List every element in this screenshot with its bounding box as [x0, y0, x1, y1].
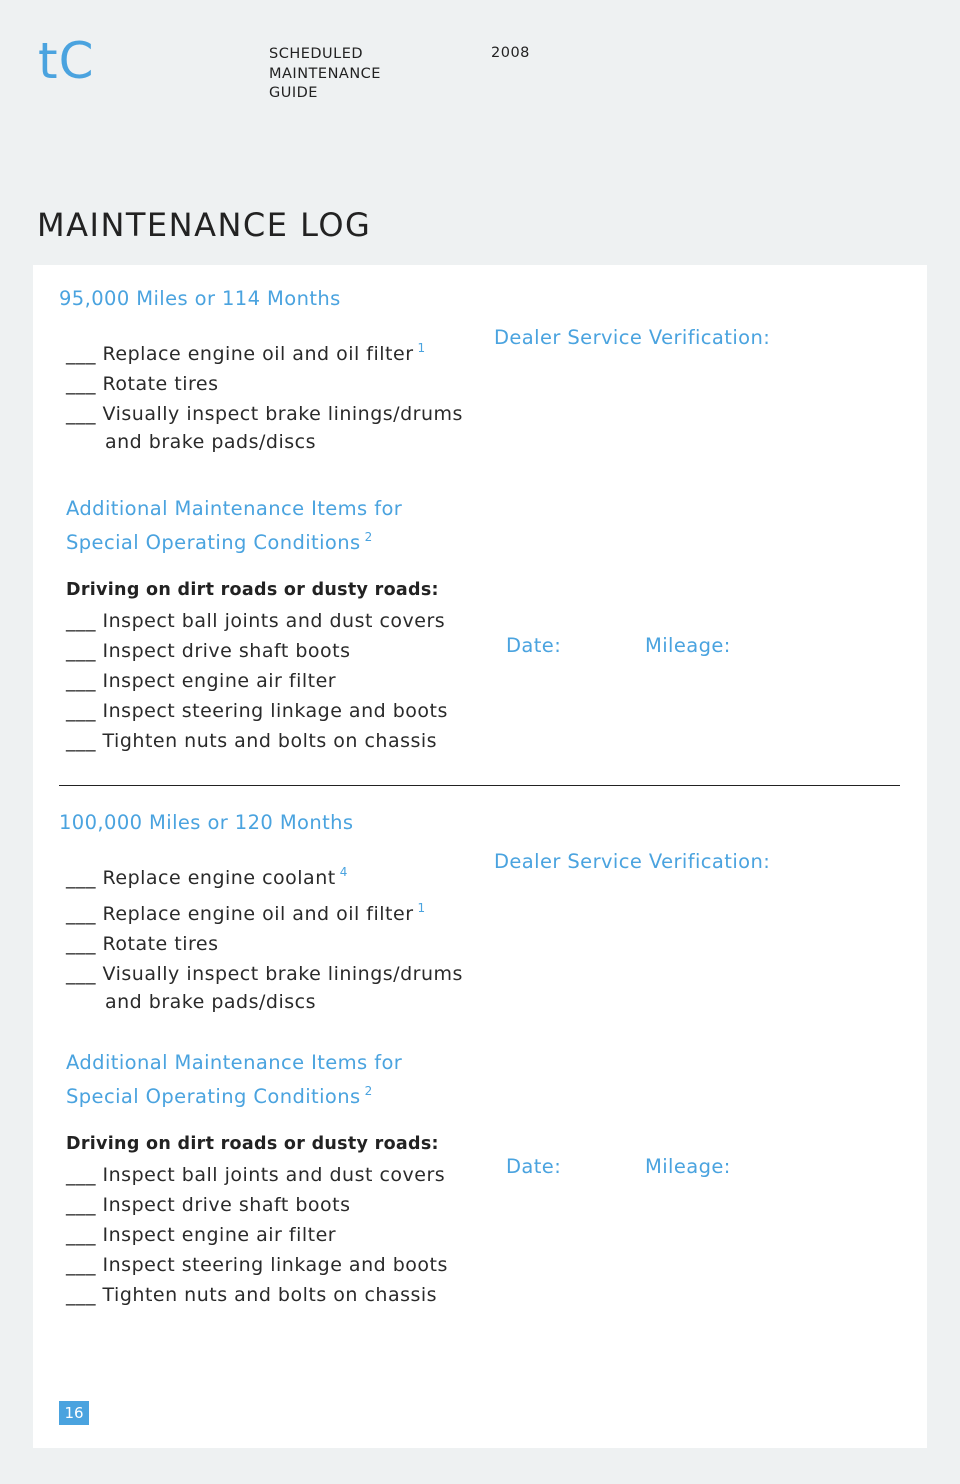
interval-heading: 95,000 Miles or 114 Months	[59, 287, 341, 310]
dealer-verification-label: Dealer Service Verification:	[494, 326, 771, 349]
condition-items-list	[66, 606, 448, 756]
list-item: ___ Rotate tires	[66, 373, 219, 395]
footnote-ref: 1	[417, 901, 426, 915]
condition-items-list	[66, 1160, 448, 1310]
mileage-label: Mileage:	[645, 1155, 731, 1178]
date-label: Date:	[506, 1155, 562, 1178]
list-item: ___ Inspect drive shaft boots	[66, 640, 351, 662]
guide-title	[269, 45, 381, 104]
condition-heading: Driving on dirt roads or dusty roads:	[66, 580, 439, 600]
guide-title-line: MAINTENANCE	[269, 65, 381, 82]
date-label: Date:	[506, 634, 562, 657]
mileage-label: Mileage:	[645, 634, 731, 657]
condition-heading: Driving on dirt roads or dusty roads:	[66, 1134, 439, 1154]
list-item: ___ Visually inspect brake linings/drums	[66, 403, 463, 425]
dealer-verification-label: Dealer Service Verification:	[494, 850, 771, 873]
list-item: ___ Inspect ball joints and dust covers	[66, 1164, 446, 1186]
list-item-continuation: and brake pads/discs	[105, 431, 317, 453]
footnote-ref: 2	[364, 530, 373, 544]
list-item-continuation: and brake pads/discs	[105, 991, 317, 1013]
footnote-ref: 2	[364, 1084, 373, 1098]
list-item: ___ Inspect steering linkage and boots	[66, 700, 448, 722]
list-item: ___ Inspect engine air filter	[66, 670, 337, 692]
list-item: ___ Inspect drive shaft boots	[66, 1194, 351, 1216]
interval-heading: 100,000 Miles or 120 Months	[59, 811, 354, 834]
footnote-ref: 1	[417, 341, 426, 355]
additional-heading-line: Special Operating Conditions $^2$	[66, 530, 373, 554]
additional-heading-line: Additional Maintenance Items for	[66, 1051, 403, 1074]
brand-logo: tC	[38, 32, 95, 90]
list-item: ___ Rotate tires	[66, 933, 219, 955]
list-item: ___ Replace engine coolant $^4$	[66, 865, 348, 889]
section-divider	[59, 785, 900, 786]
additional-items-heading	[66, 1049, 402, 1111]
list-item: ___ Inspect steering linkage and boots	[66, 1254, 448, 1276]
page-number: 16	[59, 1401, 89, 1425]
model-year: 2008	[491, 45, 530, 61]
footnote-ref: 4	[339, 865, 348, 879]
guide-title-line: SCHEDULED	[269, 46, 364, 62]
additional-heading-line: Additional Maintenance Items for	[66, 497, 403, 520]
additional-heading-line: Special Operating Conditions $^2$	[66, 1084, 373, 1108]
list-item: ___ Inspect engine air filter	[66, 1224, 337, 1246]
list-item: ___ Replace engine oil and oil filter $^1$	[66, 901, 426, 925]
list-item: ___ Replace engine oil and oil filter $^1$	[66, 341, 426, 365]
service-items-list	[66, 334, 463, 456]
list-item: ___ Tighten nuts and bolts on chassis	[66, 730, 438, 752]
service-items-list	[66, 858, 463, 1016]
list-item: ___ Tighten nuts and bolts on chassis	[66, 1284, 438, 1306]
list-item: ___ Visually inspect brake linings/drums	[66, 963, 463, 985]
page-title: MAINTENANCE LOG	[37, 206, 372, 244]
additional-items-heading	[66, 495, 402, 557]
guide-title-line: GUIDE	[269, 85, 318, 101]
list-item: ___ Inspect ball joints and dust covers	[66, 610, 446, 632]
